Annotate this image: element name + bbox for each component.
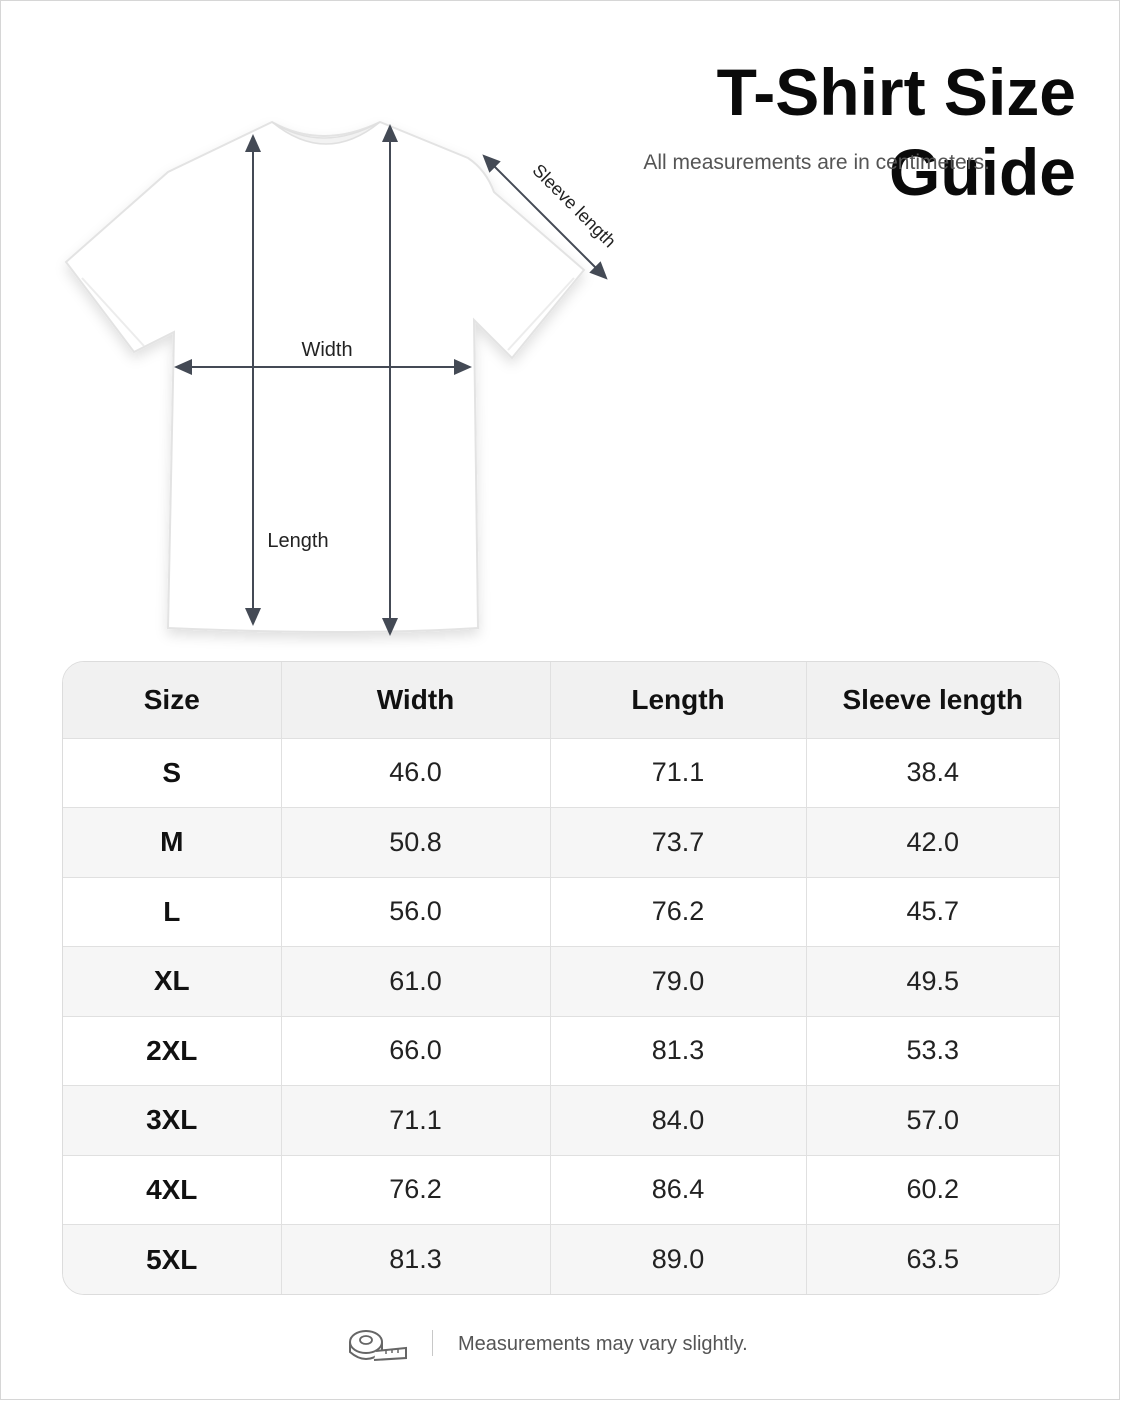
cell-width: 81.3 [281,1225,550,1295]
measuring-tape-icon [346,1324,410,1364]
cell-sleeve-length: 63.5 [906,1244,960,1274]
cell-length: 76.2 [550,877,806,947]
cell-sleeve-length: 53.3 [806,1016,1059,1086]
tshirt-diagram [50,110,650,650]
size-table [63,662,1059,1294]
cell-length: 84.0 [550,1086,806,1156]
table-row [63,1155,1059,1225]
cell-sleeve-length: 45.7 [806,877,1059,947]
cell-width: 56.0 [281,877,550,947]
footer-divider [432,1330,433,1356]
cell-width: 66.0 [281,1016,550,1086]
cell-width: 71.1 [281,1086,550,1156]
header-length: Length [550,662,806,738]
cell-length: 86.4 [550,1155,806,1225]
cell-size: 5XL [63,1225,281,1295]
cell-size: XL [63,947,281,1017]
cell-length: 89.0 [550,1225,806,1295]
cell-length: 71.1 [550,738,806,808]
cell-sleeve-length: 57.0 [806,1086,1059,1156]
tshirt-shape [66,122,584,632]
table-row [63,738,1059,808]
cell-sleeve-length: 42.0 [806,808,1059,878]
cell-width: 46.0 [281,738,550,808]
width-label: Width [301,339,353,361]
page-subtitle: All measurements are in centimeters. [643,151,990,174]
cell-size: 4XL [63,1155,281,1225]
table-row [63,808,1059,878]
header-width: Width [281,662,550,738]
table-row [63,1225,1059,1295]
cell-length: 79.0 [550,947,806,1017]
cell-sleeve-length: 38.4 [806,738,1059,808]
footer-note-text: Measurements may vary slightly. [458,1333,748,1355]
table-row [63,1086,1059,1156]
table-row [63,1016,1059,1086]
page-title: T-Shirt Size Guide [716,55,1076,209]
table-header-row [63,662,1059,738]
cell-width: 61.0 [281,947,550,1017]
cell-length: 73.7 [550,808,806,878]
footer-note [340,1320,800,1368]
size-table-container [62,661,1060,1295]
sleeve-label: Sleeve length [528,160,620,252]
cell-size: 2XL [63,1016,281,1086]
header-sleeve-length: Sleeve length [806,662,1059,738]
table-row [63,947,1059,1017]
cell-width: 50.8 [281,808,550,878]
cell-size: L [63,877,281,947]
cell-size: M [63,808,281,878]
cell-size: 3XL [63,1086,281,1156]
cell-sleeve-length: 60.2 [806,1155,1059,1225]
cell-sleeve-length: 49.5 [806,947,1059,1017]
cell-size: S [63,738,281,808]
length-label: Length [267,530,329,552]
table-row [63,877,1059,947]
header-size: Size [63,662,281,738]
cell-length: 81.3 [550,1016,806,1086]
cell-width: 76.2 [281,1155,550,1225]
